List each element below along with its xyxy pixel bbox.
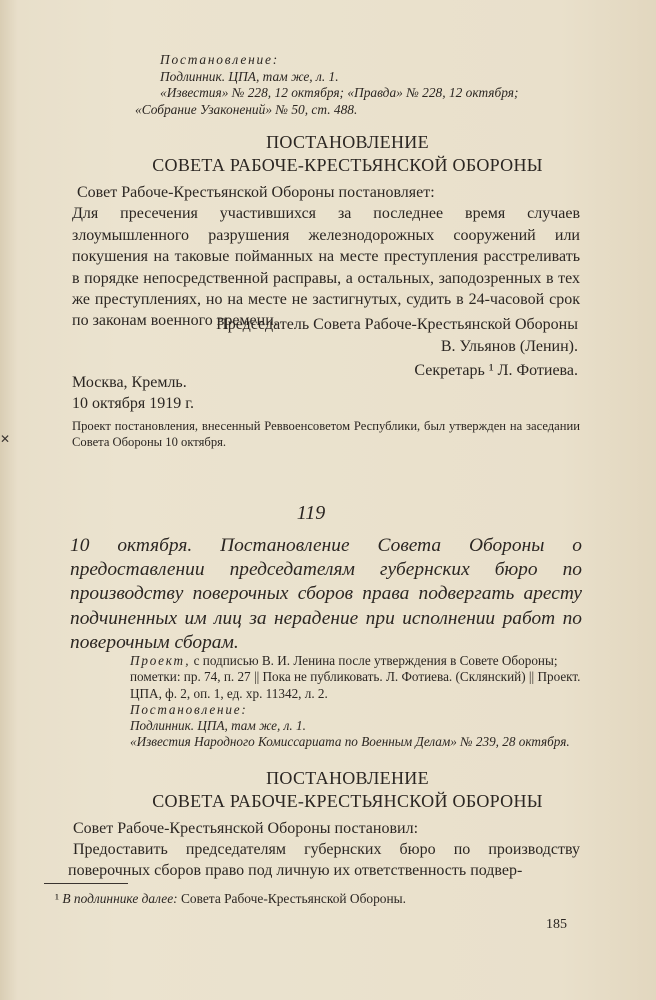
page-number: 185	[546, 917, 567, 932]
source-collection: «Собрание Узаконений» № 50, ст. 488.	[135, 101, 358, 117]
source-block-2	[130, 653, 582, 751]
source-label: Постановление:	[160, 52, 280, 67]
source-project-text: с подписью В. И. Ленина после утверждения в Совете Обороны; пометки: пр. 74, п. 27 || Пока не публиковать. Л. Фотиева. (Склянский) || Проект. ЦПА, ф. 2, оп. 1, ед. хр. 11342, л. 2.	[130, 653, 581, 701]
resolution-2-body	[68, 818, 580, 881]
document-title: 10 октября. Постановление Совета Обороны о предоставлении председателям губернских бюро по производству поверочных сборов права подвергать аресту подчиненных им лиц за нерадение при исполнении работ по поверочным сборам.	[70, 535, 582, 653]
footnote	[55, 890, 575, 907]
document-number: 119	[296, 502, 326, 524]
margin-mark: ✕	[0, 432, 11, 446]
heading-line-1: ПОСТАНОВЛЕНИЕ	[266, 132, 429, 152]
source-press: «Известия» № 228, 12 октября; «Правда» № 228, 12 октября;	[160, 85, 519, 100]
source-project-label: Проект,	[130, 653, 191, 668]
resolution-2-intro: Совет Рабоче-Крестьянской Обороны постановил:	[73, 820, 419, 837]
signature-chair: Председатель Совета Рабоче-Крестьянской Обороны	[216, 316, 578, 333]
source-resolution-label: Постановление:	[130, 701, 248, 717]
resolution-2-heading	[70, 767, 625, 813]
signature-secretary: Секретарь ¹ Л. Фотиева.	[414, 362, 578, 379]
source-project	[130, 653, 582, 702]
footnote-text: Совета Рабоче-Крестьянской Обороны.	[180, 891, 406, 906]
heading-line-2: СОВЕТА РАБОЧЕ-КРЕСТЬЯНСКОЙ ОБОРОНЫ	[152, 155, 543, 175]
resolution-text: Для пресечения участившихся за последнее время случаев злоумышленного разрушения железнодорожных сооружений или покушения на таковые пойманных на месте преступления расстреливать в порядке непосредственной расправы, а остальных, заподозренных в тех же преступлениях, но на месте не застигнутых, судить в 24-часовой срок по законам военного времени.	[72, 205, 580, 330]
resolution-intro: Совет Рабоче-Крестьянской Обороны постановляет:	[77, 184, 435, 201]
resolution-2-text: Предоставить председателям губернских бюро по производству поверочных сборов право под личную их ответственность подвер-	[68, 841, 580, 879]
heading-2-line-1: ПОСТАНОВЛЕНИЕ	[266, 768, 429, 788]
source-press-2: «Известия Народного Комиссариата по Военным Делам» № 239, 28 октября.	[130, 734, 570, 750]
date: 10 октября 1919 г.	[72, 395, 194, 412]
signature-chair-name: В. Ульянов (Ленин).	[440, 338, 578, 355]
place-date	[72, 372, 194, 414]
heading-2-line-2: СОВЕТА РАБОЧЕ-КРЕСТЬЯНСКОЙ ОБОРОНЫ	[152, 791, 543, 811]
resolution-1-heading	[70, 131, 625, 177]
place: Москва, Кремль.	[72, 374, 187, 391]
resolution-1-body	[72, 182, 580, 332]
footnote-marker: ¹	[55, 891, 60, 906]
footnote-italic: В подлиннике далее:	[62, 891, 178, 906]
editorial-note: Проект постановления, внесенный Реввоенсоветом Республики, был утвержден на заседании Совета Обороны 10 октября.	[72, 419, 580, 449]
source-original-2: Подлинник. ЦПА, там же, л. 1.	[130, 718, 306, 734]
source-block-1	[135, 52, 605, 118]
footnote-divider	[44, 883, 128, 884]
source-original: Подлинник. ЦПА, там же, л. 1.	[160, 68, 339, 84]
